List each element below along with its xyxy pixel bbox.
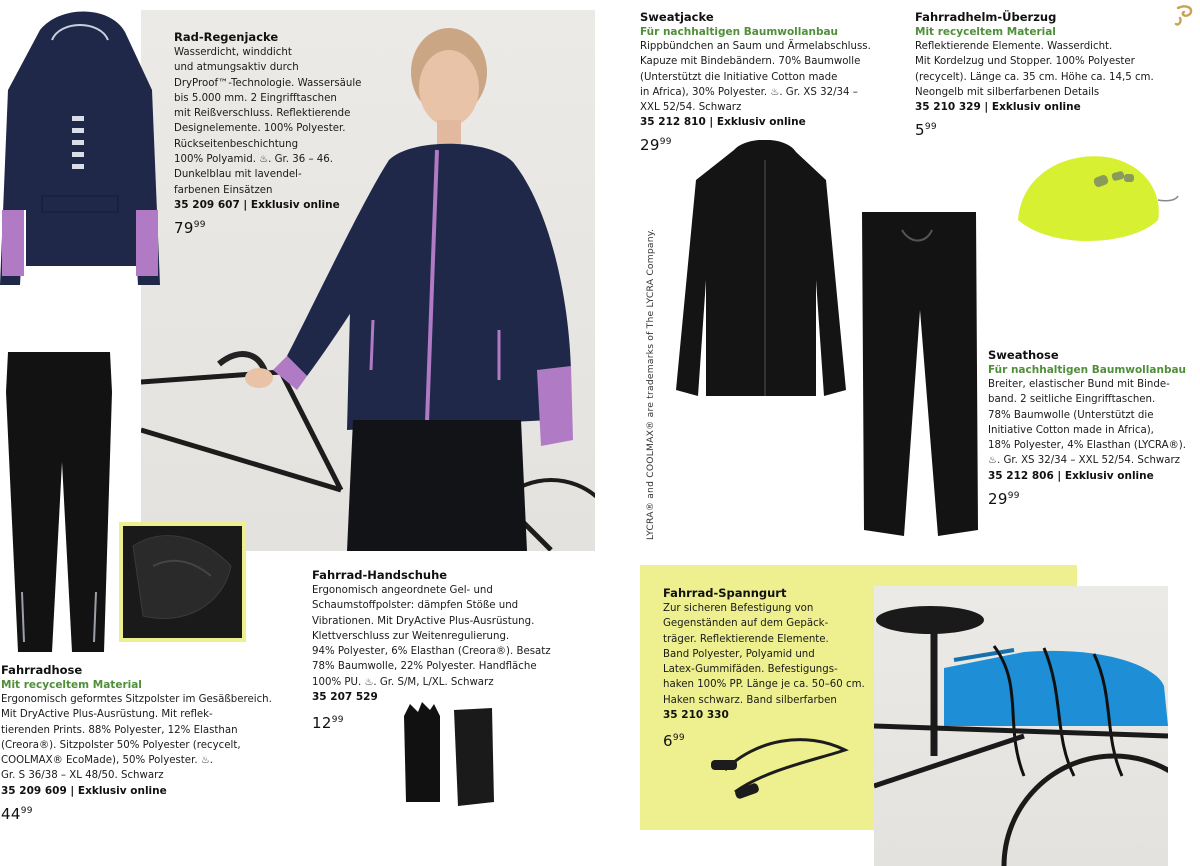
strap-photo	[705, 730, 855, 802]
care-label-icon: ♨	[200, 755, 210, 767]
strap-price: $6^{99}$	[663, 732, 685, 751]
sweatjacke-price: $29^{99}$	[640, 136, 672, 155]
sweathose-description: Breiter, elastischer Bund mit Binde- band. 2 seitliche Eingrifftaschen. 78% Baumwolle (Unterstützt die Initiative Cotton made in Africa), 18% Polyester, 4% Elasthan (LYCRA®). ♨. Gr. XS 32/34 – XXL 52/54. Schwarz	[988, 379, 1186, 467]
gloves-photo	[400, 702, 500, 810]
sweatjacke-photo	[676, 140, 846, 402]
seat-pad-detail	[119, 522, 246, 642]
pants-text-block	[1, 663, 291, 823]
gloves-price: $12^{99}$	[312, 714, 344, 733]
sweathose-photo	[858, 210, 980, 538]
sweatjacke-title: Sweatjacke	[640, 10, 714, 24]
jacket-price: $79^{99}$	[174, 218, 206, 237]
pants-subtitle: Mit recyceltem Material	[1, 679, 142, 691]
pants-price: $44^{99}$	[1, 804, 33, 823]
sweatjacke-subtitle: Für nachhaltigen Baumwollanbau	[640, 26, 839, 38]
care-label-icon: ♨	[770, 86, 780, 98]
jacket-text-block	[174, 30, 374, 237]
strap-title: Fahrrad-Spanngurt	[663, 586, 787, 600]
bike-rack-photo	[874, 586, 1168, 866]
gloves-article-number: 35 207 529	[312, 691, 378, 704]
sweathose-text-block	[988, 348, 1198, 508]
helmet-cover-title: Fahrradhelm-Überzug	[915, 10, 1057, 24]
cycling-pants-photo	[0, 352, 120, 654]
sweatjacke-article-number: 35 212 810 | Exklusiv online	[640, 116, 806, 129]
strap-text-block	[663, 586, 873, 750]
helmet-cover-description: Reflektierende Elemente. Wasserdicht. Mit Kordelzug und Stopper. 100% Polyester (recycelt). Länge ca. 35 cm. Höhe ca. 14,5 cm. Neongelb mit silberfarbenen Details	[915, 41, 1154, 98]
helmet-cover-article-number: 35 210 329 | Exklusiv online	[915, 101, 1081, 114]
pants-article-number: 35 209 609 | Exklusiv online	[1, 784, 167, 797]
care-label-icon: ♨	[259, 154, 269, 166]
strap-article-number: 35 210 330	[663, 709, 729, 722]
gloves-title: Fahrrad-Handschuhe	[312, 568, 448, 582]
sweathose-price: $29^{99}$	[988, 489, 1020, 508]
sweatjacke-text-block	[640, 10, 900, 154]
jacket-title: Rad-Regenjacke	[174, 30, 279, 44]
care-label-icon: ♨	[988, 455, 997, 467]
sweathose-title: Sweathose	[988, 348, 1059, 362]
pants-description: Ergonomisch geformtes Sitzpolster im Gesäßbereich. Mit DryActive Plus-Ausrüstung. Mit reflek- tierenden Prints. 88% Polyester, 12% Elasthan (Creora®). Sitzpolster 50% Polyester (recycelt, COOLMAX® EcoMade), 50% Polyester. ♨. Gr. S 36/38 – XL 48/50. Schwarz	[1, 694, 272, 782]
care-label-icon: ♨	[364, 676, 374, 688]
helmet-cover-text-block	[915, 10, 1175, 139]
sweathose-article-number: 35 212 806 | Exklusiv online	[988, 469, 1154, 482]
pants-title: Fahrradhose	[1, 663, 83, 677]
sweathose-subtitle: Für nachhaltigen Baumwollanbau	[988, 364, 1187, 376]
helmet-cover-subtitle: Mit recyceltem Material	[915, 26, 1056, 38]
helmet-cover-photo	[1012, 150, 1180, 252]
jacket-description: Wasserdicht, winddicht und atmungsaktiv durch DryProof™-Technologie. Wassersäule bis 5.000 mm. 2 Eingrifftaschen mit Reißverschluss. Reflektierende Designelemente. 100% Polyester. Rückseitenbeschichtung 100% Polyamid. ♨. Gr. 36 – 46. Dunkelblau mit lavendel- farbenen Einsätzen	[174, 47, 362, 196]
sweatjacke-description: Rippbündchen an Saum und Ärmelabschluss. Kapuze mit Bindebändern. 70% Baumwolle (Unterstützt die Initiative Cotton made in Africa), 30% Polyester. ♨. Gr. XS 32/34 – XXL 52/54. Schwarz	[640, 41, 871, 114]
jacket-back-photo	[0, 10, 160, 285]
trademark-note: LYCRA® and COOLMAX® are trademarks of The LYCRA Company.	[645, 228, 656, 540]
helmet-cover-price: $5^{99}$	[915, 121, 937, 140]
jacket-article-number: 35 209 607 | Exklusiv online	[174, 198, 340, 211]
gloves-description: Ergonomisch angeordnete Gel- und Schaumstoffpolster: dämpfen Stöße und Vibrationen. Mit DryActive Plus-Ausrüstung. Klettverschluss zur Weitenregulierung. 94% Polyester, 6% Elasthan (Creora®). Besatz 78% Baumwolle, 22% Polyester. Handfläche 100% PU. ♨. Gr. S/M, L/XL. Schwarz	[312, 585, 551, 688]
strap-description: Zur sicheren Befestigung von Gegenständen auf dem Gepäck- träger. Reflektierende Elemente. Band Polyester, Polyamid und Latex-Gummifäden. Befestigungs- haken 100% PP. Länge je ca. 50–60 cm. Haken schwarz. Band silberfarben	[663, 603, 865, 706]
brand-logo-icon	[1172, 4, 1196, 28]
